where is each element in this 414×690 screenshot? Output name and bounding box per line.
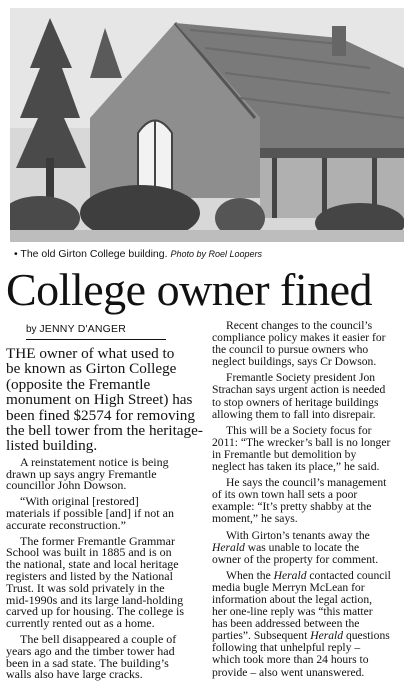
text-line: A reinstatement notice is being: [20, 454, 169, 469]
byline: [26, 322, 166, 340]
body-paragraph: [6, 634, 204, 681]
text-line: materials if possible [and] if not an: [6, 506, 174, 521]
text-line: neglect buildings, says Cr Dowson.: [212, 355, 377, 369]
text-line: School was built in 1885 and is on: [6, 545, 172, 560]
text-line: The bell disappeared a couple of: [20, 632, 177, 646]
text-line: currently rented out as a home.: [6, 616, 155, 631]
text-line: of its own town hall sets a poor: [212, 488, 358, 502]
newspaper-name: Herald: [273, 568, 307, 582]
body-paragraph: [6, 533, 204, 631]
text-line: example: “It’s pretty shabby at the: [212, 500, 372, 514]
body-paragraph: [212, 320, 412, 368]
text-line: years ago and the timber tower had: [6, 643, 175, 658]
text-line: following that unhelpful reply –: [212, 641, 361, 655]
text-line: Trust. It was sold privately in the: [6, 580, 165, 595]
text-line: allowing them to fall into disrepair.: [212, 407, 376, 421]
text-line: drawn up says angry Fremantle: [6, 466, 157, 481]
text-line: the bell tower from the heritage-: [6, 422, 203, 440]
text-line: the national, state and local heritage: [6, 557, 179, 572]
caption-bullet: •: [14, 248, 18, 260]
text-line: The former Fremantle Grammar: [20, 533, 175, 548]
photo-credit: Photo by Roel Loopers: [170, 249, 262, 259]
text-line: councillor John Dowson.: [6, 478, 127, 493]
newspaper-name: Herald: [310, 629, 344, 643]
text-line: (opposite the Fremantle: [6, 375, 151, 393]
text-line: which took more than 24 hours to: [212, 653, 369, 667]
text-line: has been addressed between the: [212, 617, 360, 631]
text-line: her one-line reply was “this matter: [212, 605, 373, 619]
text-line: “With original [restored]: [20, 494, 139, 509]
text-line: be known as Girton College: [6, 360, 177, 378]
article-column-1: [6, 346, 204, 685]
lede-paragraph: [6, 346, 204, 454]
text-fragment: parties”. Subsequent: [212, 629, 311, 643]
text-line: accurate reconstruction.”: [6, 517, 126, 532]
body-paragraph: [212, 425, 412, 473]
text-line: [212, 542, 412, 554]
text-line: This will be a Society focus for: [226, 423, 372, 437]
text-line: been in a sad state. The building’s: [6, 655, 169, 670]
text-fragment: When the: [226, 568, 274, 582]
byline-prefix: by: [26, 324, 37, 335]
body-paragraph: [212, 530, 412, 566]
body-paragraph: [212, 477, 412, 525]
photo-caption: [14, 246, 406, 262]
girton-college-photo: [10, 8, 404, 242]
text-line: monument on High Street) has: [6, 391, 193, 409]
body-paragraph: [212, 372, 412, 420]
text-line: He says the council’s management: [226, 476, 387, 490]
text-fragment: contacted council: [306, 568, 391, 582]
text-line: information about the legal action,: [212, 592, 373, 606]
text-fragment: questions: [343, 629, 390, 643]
body-paragraph: [212, 570, 412, 679]
text-fragment: was unable to locate the: [244, 540, 360, 554]
text-line: THE owner of what used to: [6, 345, 175, 362]
text-line: compliance policy makes it easier for: [212, 331, 386, 345]
text-line: to stop owners of heritage buildings: [212, 395, 379, 409]
text-line: moment,” he says.: [212, 512, 298, 526]
text-line: neglect has taken its place,” he said.: [212, 460, 380, 474]
body-paragraph: [6, 496, 204, 531]
text-line: been fined $2574 for removing: [6, 406, 195, 424]
body-paragraph: [6, 454, 204, 493]
text-line: 2011: “The wrecker’s ball is no longer: [212, 435, 391, 449]
text-line: carved up for housing. The college is: [6, 604, 185, 619]
byline-author: JENNY D'ANGER: [39, 323, 127, 335]
article-column-2: [212, 320, 412, 683]
text-line: Recent changes to the council’s: [226, 319, 373, 332]
text-line: Fremantle Society president Jon: [226, 371, 376, 385]
text-line: provide – also went unanswered.: [212, 665, 365, 679]
article-photo: [10, 8, 404, 242]
text-line: walls also have large cracks.: [6, 667, 143, 682]
text-line: the council to pursue owners who: [212, 343, 369, 357]
text-line: in Fremantle but demolition by: [212, 447, 357, 461]
caption-text: The old Girton College building.: [20, 248, 168, 260]
newspaper-name: Herald: [212, 540, 245, 554]
text-line: listed building.: [6, 437, 98, 455]
text-line: With Girton’s tenants away the: [226, 528, 370, 542]
text-line: media bugle Merryn McLean for: [212, 580, 365, 594]
text-line: mid-1990s and its large land-holding: [6, 592, 184, 607]
text-line: registers and listed by the National: [6, 569, 173, 584]
text-line: Strachan says urgent action is needed: [212, 383, 386, 397]
headline: College owner fined: [6, 264, 373, 315]
text-line: owner of the property for comment.: [212, 552, 379, 566]
